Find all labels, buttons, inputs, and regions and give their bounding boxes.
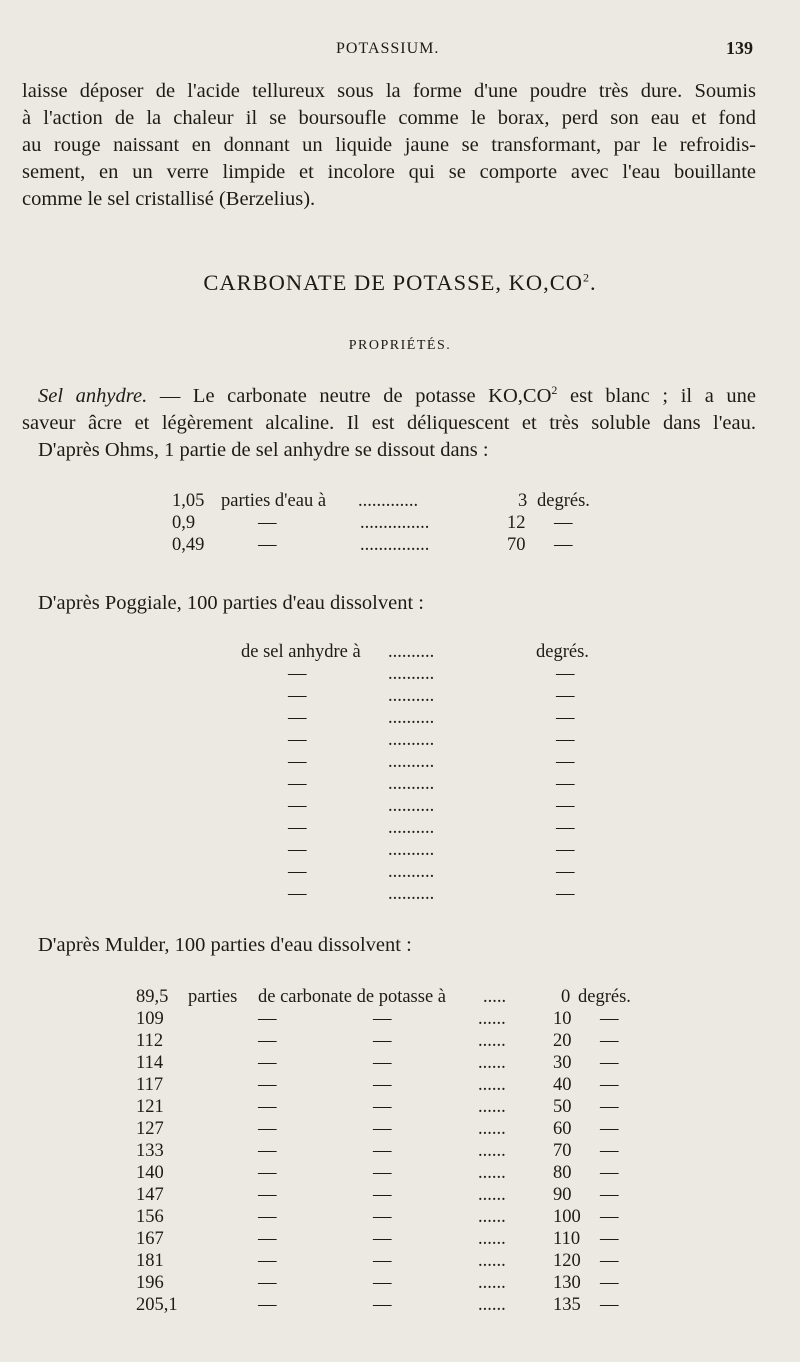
cell-dots: ..... [483, 987, 507, 1007]
cell-unit: — [600, 1295, 619, 1315]
cell-unit: — [600, 1163, 619, 1183]
cell-temp: 100 [553, 1207, 581, 1227]
section-title [0, 270, 800, 296]
cell-text: — [288, 862, 307, 882]
cell-temp: 0 [561, 987, 571, 1007]
cell-col2: de carbonate de potasse à [258, 987, 446, 1007]
cell-col1: — [258, 1119, 277, 1139]
paragraph-text: — Le carbonate neutre de potasse KO,CO [147, 385, 552, 407]
cell-temp: 90 [553, 1185, 572, 1205]
cell-col2: — [373, 1141, 392, 1161]
paragraph-line: au rouge naissant en donnant un liquide jaune se transformant, par le refroidis- [22, 134, 756, 156]
cell-unit: — [600, 1207, 619, 1227]
cell-dots: ...... [478, 1119, 506, 1139]
cell-temp: 3 [518, 491, 528, 511]
section-title-end: . [589, 270, 597, 295]
cell-col1: — [258, 1075, 277, 1095]
cell-unit: — [554, 535, 573, 555]
cell-col2: — [373, 1251, 392, 1271]
cell-value: 147 [136, 1185, 164, 1205]
cell-temp: 120 [553, 1251, 581, 1271]
cell-dots: ...... [478, 1229, 506, 1249]
cell-temp: 10 [553, 1009, 572, 1029]
cell-dots: .......... [388, 752, 435, 772]
cell-unit: — [556, 708, 575, 728]
cell-unit: degrés. [537, 491, 590, 511]
cell-unit: — [556, 884, 575, 904]
cell-temp: 135 [553, 1295, 581, 1315]
intro-paragraph [22, 78, 756, 213]
cell-dots: .......... [388, 730, 435, 750]
sel-anhydre-label: Sel anhydre. [38, 385, 148, 407]
cell-col1: — [258, 1009, 277, 1029]
cell-dots: ...... [478, 1207, 506, 1227]
cell-col1: parties [188, 987, 238, 1007]
cell-temp: 70 [553, 1141, 572, 1161]
cell-text: parties d'eau à [221, 491, 327, 511]
cell-col2: — [373, 1273, 392, 1293]
cell-text: — [288, 730, 307, 750]
cell-dots: ...... [478, 1273, 506, 1293]
cell-col2: — [373, 1097, 392, 1117]
cell-col2: — [373, 1207, 392, 1227]
cell-value: 140 [136, 1163, 164, 1183]
cell-col1: — [258, 1295, 277, 1315]
cell-unit: degrés. [536, 642, 589, 662]
cell-col2: — [373, 1031, 392, 1051]
paragraph-line [22, 383, 756, 410]
cell-col2: — [373, 1185, 392, 1205]
cell-dots: ...... [478, 1009, 506, 1029]
cell-unit: — [556, 818, 575, 838]
cell-value: 133 [136, 1141, 164, 1161]
cell-temp: 30 [553, 1053, 572, 1073]
cell-value: 205,1 [136, 1295, 178, 1315]
cell-text: — [288, 752, 307, 772]
cell-unit: — [554, 513, 573, 533]
cell-value: 127 [136, 1119, 164, 1139]
cell-dots: .......... [388, 796, 435, 816]
cell-unit: — [600, 1229, 619, 1249]
paragraph-line: comme le sel cristallisé (Berzelius). [22, 188, 316, 210]
paragraph-line: laisse déposer de l'acide tellureux sous la forme d'une poudre très dure. Soumis [22, 80, 756, 102]
running-head-title: POTASSIUM. [336, 40, 440, 57]
section-subtitle: PROPRIÉTÉS. [348, 338, 452, 353]
cell-dots: .......... [388, 840, 435, 860]
cell-col1: — [258, 1163, 277, 1183]
cell-dots: ...... [478, 1097, 506, 1117]
poggiale-heading: D'après Poggiale, 100 parties d'eau dissolvent : [38, 592, 424, 614]
cell-col2: — [373, 1009, 392, 1029]
cell-dots: .......... [388, 708, 435, 728]
cell-col1: — [258, 1185, 277, 1205]
cell-unit: — [600, 1031, 619, 1051]
cell-value: 196 [136, 1273, 164, 1293]
cell-dots: .......... [388, 818, 435, 838]
sel-anhydre-paragraph [22, 383, 756, 464]
page-number: 139 [726, 38, 753, 58]
cell-dots: ...... [478, 1295, 506, 1315]
cell-unit: — [556, 796, 575, 816]
cell-unit: — [600, 1075, 619, 1095]
cell-unit: — [556, 686, 575, 706]
cell-text: — [288, 708, 307, 728]
cell-unit: — [556, 730, 575, 750]
section-title-text: CARBONATE DE POTASSE, KO,CO [203, 270, 583, 295]
cell-col2: — [373, 1075, 392, 1095]
cell-text: — [288, 840, 307, 860]
paragraph-line: sement, en un verre limpide et incolore qui se comporte avec l'eau bouillante [22, 161, 756, 183]
cell-value: 114 [136, 1053, 164, 1073]
cell-value: 109 [136, 1009, 164, 1029]
cell-dots: ...... [478, 1163, 506, 1183]
cell-dots: .......... [388, 774, 435, 794]
section-title-sup: 2 [582, 270, 590, 285]
cell-dots: ...... [478, 1185, 506, 1205]
cell-dots: .......... [388, 686, 435, 706]
cell-temp: 110 [553, 1229, 581, 1249]
cell-text: de sel anhydre à [241, 642, 361, 662]
cell-col1: — [258, 1273, 277, 1293]
cell-text: — [288, 818, 307, 838]
cell-col2: — [373, 1119, 392, 1139]
cell-dots: .......... [388, 884, 435, 904]
cell-dots: .......... [388, 664, 435, 684]
cell-unit: — [600, 1053, 619, 1073]
cell-col1: — [258, 1031, 277, 1051]
cell-unit: degrés. [578, 987, 631, 1007]
cell-dots: ............... [360, 513, 430, 533]
running-head [0, 40, 800, 64]
cell-value: 117 [136, 1075, 164, 1095]
cell-temp: 80 [553, 1163, 572, 1183]
cell-temp: 130 [553, 1273, 581, 1293]
cell-value: 89,5 [136, 987, 169, 1007]
cell-unit: — [600, 1251, 619, 1271]
cell-unit: — [556, 664, 575, 684]
cell-dots: ...... [478, 1053, 506, 1073]
cell-unit: — [600, 1119, 619, 1139]
cell-unit: — [600, 1185, 619, 1205]
cell-dots: .......... [388, 862, 435, 882]
cell-col2: — [373, 1295, 392, 1315]
cell-col1: — [258, 1229, 277, 1249]
cell-unit: — [600, 1097, 619, 1117]
cell-value: 121 [136, 1097, 164, 1117]
cell-temp: 60 [553, 1119, 572, 1139]
paragraph-text: est blanc ; il a une [557, 385, 756, 407]
cell-dots: ............... [360, 535, 430, 555]
mulder-heading: D'après Mulder, 100 parties d'eau dissolvent : [38, 934, 412, 956]
cell-unit: — [600, 1141, 619, 1161]
cell-col1: — [258, 1207, 277, 1227]
cell-text: — [288, 796, 307, 816]
paragraph-line: D'après Ohms, 1 partie de sel anhydre se dissout dans : [38, 439, 489, 461]
cell-col1: — [258, 1097, 277, 1117]
cell-dots: ...... [478, 1251, 506, 1271]
cell-col1: — [258, 1053, 277, 1073]
cell-temp: 20 [553, 1031, 572, 1051]
cell-value: 156 [136, 1207, 164, 1227]
cell-value: 0,49 [172, 535, 205, 555]
cell-temp: 12 [507, 513, 526, 533]
cell-value: 1,05 [172, 491, 205, 511]
cell-unit: — [556, 774, 575, 794]
cell-text: — [288, 664, 307, 684]
cell-unit: — [556, 840, 575, 860]
cell-dots: ............. [358, 491, 419, 511]
cell-dots: ...... [478, 1031, 506, 1051]
cell-col1: — [258, 1141, 277, 1161]
cell-unit: — [556, 862, 575, 882]
cell-dots: ...... [478, 1075, 506, 1095]
cell-temp: 40 [553, 1075, 572, 1095]
paragraph-line: saveur âcre et légèrement alcaline. Il est déliquescent et très soluble dans l'eau. [22, 412, 756, 434]
cell-temp: 70 [507, 535, 526, 555]
cell-value: 181 [136, 1251, 164, 1271]
paragraph-line: à l'action de la chaleur il se boursoufle comme le borax, perd son eau et fond [22, 107, 756, 129]
cell-text: — [288, 884, 307, 904]
formula-sup: 2 [551, 383, 558, 398]
cell-col2: — [373, 1163, 392, 1183]
cell-text: — [288, 686, 307, 706]
cell-unit: — [556, 752, 575, 772]
cell-value: 0,9 [172, 513, 196, 533]
cell-value: 167 [136, 1229, 164, 1249]
cell-dots: ...... [478, 1141, 506, 1161]
cell-col1: — [258, 1251, 277, 1271]
cell-dots: .......... [388, 642, 435, 662]
cell-temp: 50 [553, 1097, 572, 1117]
cell-col2: — [373, 1229, 392, 1249]
cell-text: — [288, 774, 307, 794]
cell-value: 112 [136, 1031, 164, 1051]
cell-col2: — [373, 1053, 392, 1073]
cell-text: — [258, 535, 277, 555]
cell-unit: — [600, 1273, 619, 1293]
cell-text: — [258, 513, 277, 533]
cell-unit: — [600, 1009, 619, 1029]
